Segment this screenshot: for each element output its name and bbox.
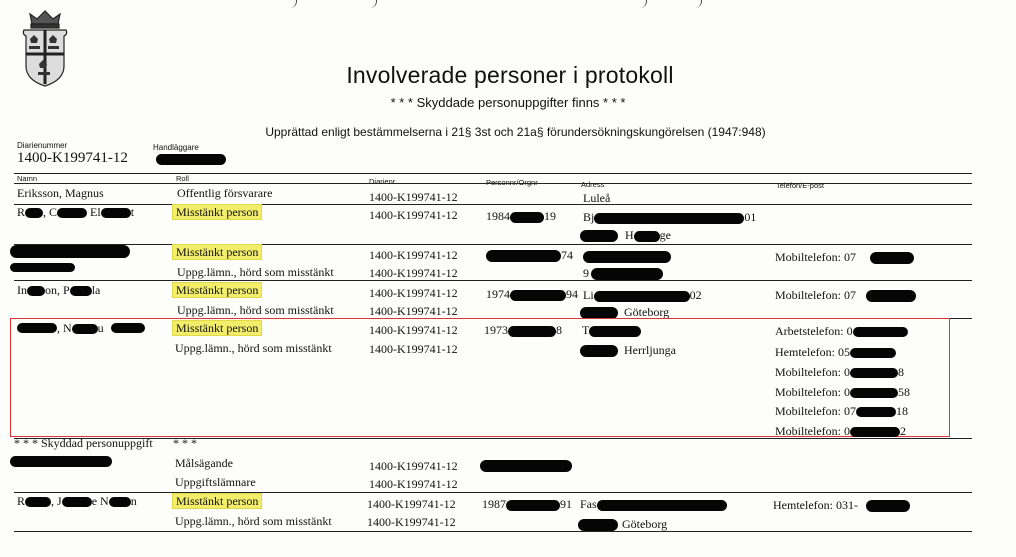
table-rule — [14, 244, 972, 245]
table-cell-address-city: Herrljunga — [624, 343, 676, 357]
table-cell-address: Bj 01 — [583, 210, 757, 224]
table-cell-role-2: Uppg.lämn., hörd som misstänkt — [177, 303, 334, 317]
table-cell-phone: Mobiltelefon: 07 — [775, 288, 856, 302]
table-cell-address: Li 02 — [583, 288, 702, 302]
highlight-misstankt: Misstänkt person — [172, 493, 262, 509]
table-cell-role — [172, 245, 262, 260]
table-cell-address-city: H ge — [625, 228, 671, 242]
punch-mark — [370, 0, 377, 8]
table-cell-phone: Mobiltelefon: 07 18 — [775, 404, 908, 418]
highlight-misstankt: Misstänkt person — [172, 204, 262, 220]
redaction — [480, 460, 572, 472]
redaction — [10, 245, 130, 258]
redaction — [10, 263, 75, 272]
redaction — [583, 251, 671, 263]
punch-mark — [695, 0, 702, 8]
table-cell-name: , N u — [57, 321, 104, 335]
table-cell-diarienr: 1400-K199741-12 — [369, 248, 458, 262]
table-cell-diarienr: 1400-K199741-12 — [367, 497, 456, 511]
page-title: Involverade personer i protokoll — [346, 62, 674, 88]
table-rule — [14, 492, 972, 493]
redaction — [578, 519, 618, 531]
redaction — [10, 456, 112, 467]
table-cell-phone: Mobiltelefon: 0 58 — [775, 385, 910, 399]
redaction — [580, 230, 618, 242]
handlaggare-label: Handläggare — [153, 143, 199, 152]
page-subtitle: * * * Skyddade personuppgifter finns * * * — [390, 95, 626, 110]
redaction — [17, 323, 57, 333]
table-cell-role-2: Uppg.lämn., hörd som misstänkt — [175, 514, 332, 528]
table-cell-diarienr-2: 1400-K199741-12 — [369, 304, 458, 318]
table-cell-pnr: 1984 19 — [486, 209, 556, 223]
table-cell-address-city: Göteborg — [622, 517, 668, 531]
table-cell-role: Offentlig försvarare — [177, 186, 273, 200]
table-rule — [14, 280, 972, 281]
col-header-phone: Telefon/E-post — [776, 181, 824, 190]
table-cell-role-2: Uppg.lämn., hörd som misstänkt — [175, 341, 332, 355]
diarienummer-label: Diarienummer — [17, 141, 68, 150]
table-cell-role — [172, 205, 262, 220]
table-cell-role-2: Uppg.lämn., hörd som misstänkt — [177, 265, 334, 279]
table-cell-role — [172, 283, 262, 298]
col-header-name: Namn — [17, 174, 38, 183]
table-cell-name: R , C El t — [17, 205, 135, 219]
col-header-address: Adress — [581, 180, 605, 189]
table-cell-address: Fas — [580, 497, 727, 512]
table-cell-pnr-tail: 74 — [561, 248, 573, 262]
redaction — [111, 323, 145, 333]
table-cell-phone: Mobiltelefon: 07 — [775, 250, 856, 264]
table-cell-phone: Mobiltelefon: 0 2 — [775, 424, 906, 438]
table-cell-pnr: 1973 8 — [484, 323, 562, 337]
diarienummer-value: 1400-K199741-12 — [17, 150, 128, 166]
redaction — [866, 500, 910, 512]
table-cell-phone: Mobiltelefon: 0 8 — [775, 365, 904, 379]
table-cell-role: Målsägande — [175, 456, 233, 470]
table-cell-diarienr-2: 1400-K199741-12 — [369, 477, 458, 491]
table-cell-phone: Arbetstelefon: 0 — [775, 324, 908, 339]
table-cell-diarienr-2: 1400-K199741-12 — [369, 342, 458, 356]
table-rule — [14, 173, 972, 174]
table-cell-diarienr: 1400-K199741-12 — [369, 323, 458, 337]
highlight-misstankt: Misstänkt person — [172, 282, 262, 298]
table-rule — [14, 204, 972, 205]
redaction — [870, 252, 914, 264]
table-cell-diarienr: 1400-K199741-12 — [369, 286, 458, 300]
punch-mark — [640, 0, 647, 8]
table-cell-address-city: Göteborg — [624, 305, 670, 319]
redaction — [156, 154, 226, 165]
protected-person-label: * * * Skyddad personuppgift — [14, 436, 153, 450]
table-rule — [14, 183, 972, 184]
punch-mark — [290, 0, 297, 8]
redaction — [486, 250, 561, 262]
table-cell-diarienr: 1400-K199741-12 — [369, 459, 458, 473]
table-rule — [14, 531, 972, 532]
col-header-pnr: Personnr/Orgnr — [486, 178, 538, 187]
col-header-diarienr: Diarienr — [369, 177, 396, 186]
table-cell-address: Luleå — [583, 191, 611, 205]
table-cell-pnr: 1974 94 — [486, 287, 578, 301]
table-cell-pnr: 1987 91 — [482, 497, 572, 511]
table-cell-role — [172, 494, 262, 509]
redaction — [580, 345, 618, 357]
table-cell-address: T — [582, 323, 641, 338]
table-cell-address-2: 9 — [583, 266, 589, 280]
table-cell-diarienr: 1400-K199741-12 — [369, 208, 458, 222]
redaction — [591, 268, 663, 280]
highlight-misstankt: Misstänkt person — [172, 320, 262, 336]
legal-notice: Upprättad enligt bestämmelserna i 21§ 3st och 21a§ förundersökningskungörelsen (1947:948) — [265, 125, 766, 139]
table-cell-name: R , J e N n — [17, 494, 137, 508]
table-cell-diarienr: 1400-K199741-12 — [369, 190, 458, 204]
table-cell-name: Eriksson, Magnus — [17, 186, 104, 200]
highlight-misstankt: Misstänkt person — [172, 244, 262, 260]
table-cell-diarienr-2: 1400-K199741-12 — [369, 266, 458, 280]
table-cell-diarienr-2: 1400-K199741-12 — [367, 515, 456, 529]
table-cell-phone: Hemtelefon: 031- — [773, 498, 858, 512]
redaction — [866, 290, 916, 302]
col-header-role: Roll — [176, 174, 189, 183]
table-rule — [14, 438, 972, 439]
protected-person-stars: * * * — [173, 436, 197, 450]
table-cell-role — [172, 321, 262, 336]
table-cell-name: In on, P la — [17, 283, 101, 297]
table-cell-phone: Hemtelefon: 05 — [775, 345, 896, 360]
table-cell-role-2: Uppgiftslämnare — [175, 475, 256, 489]
